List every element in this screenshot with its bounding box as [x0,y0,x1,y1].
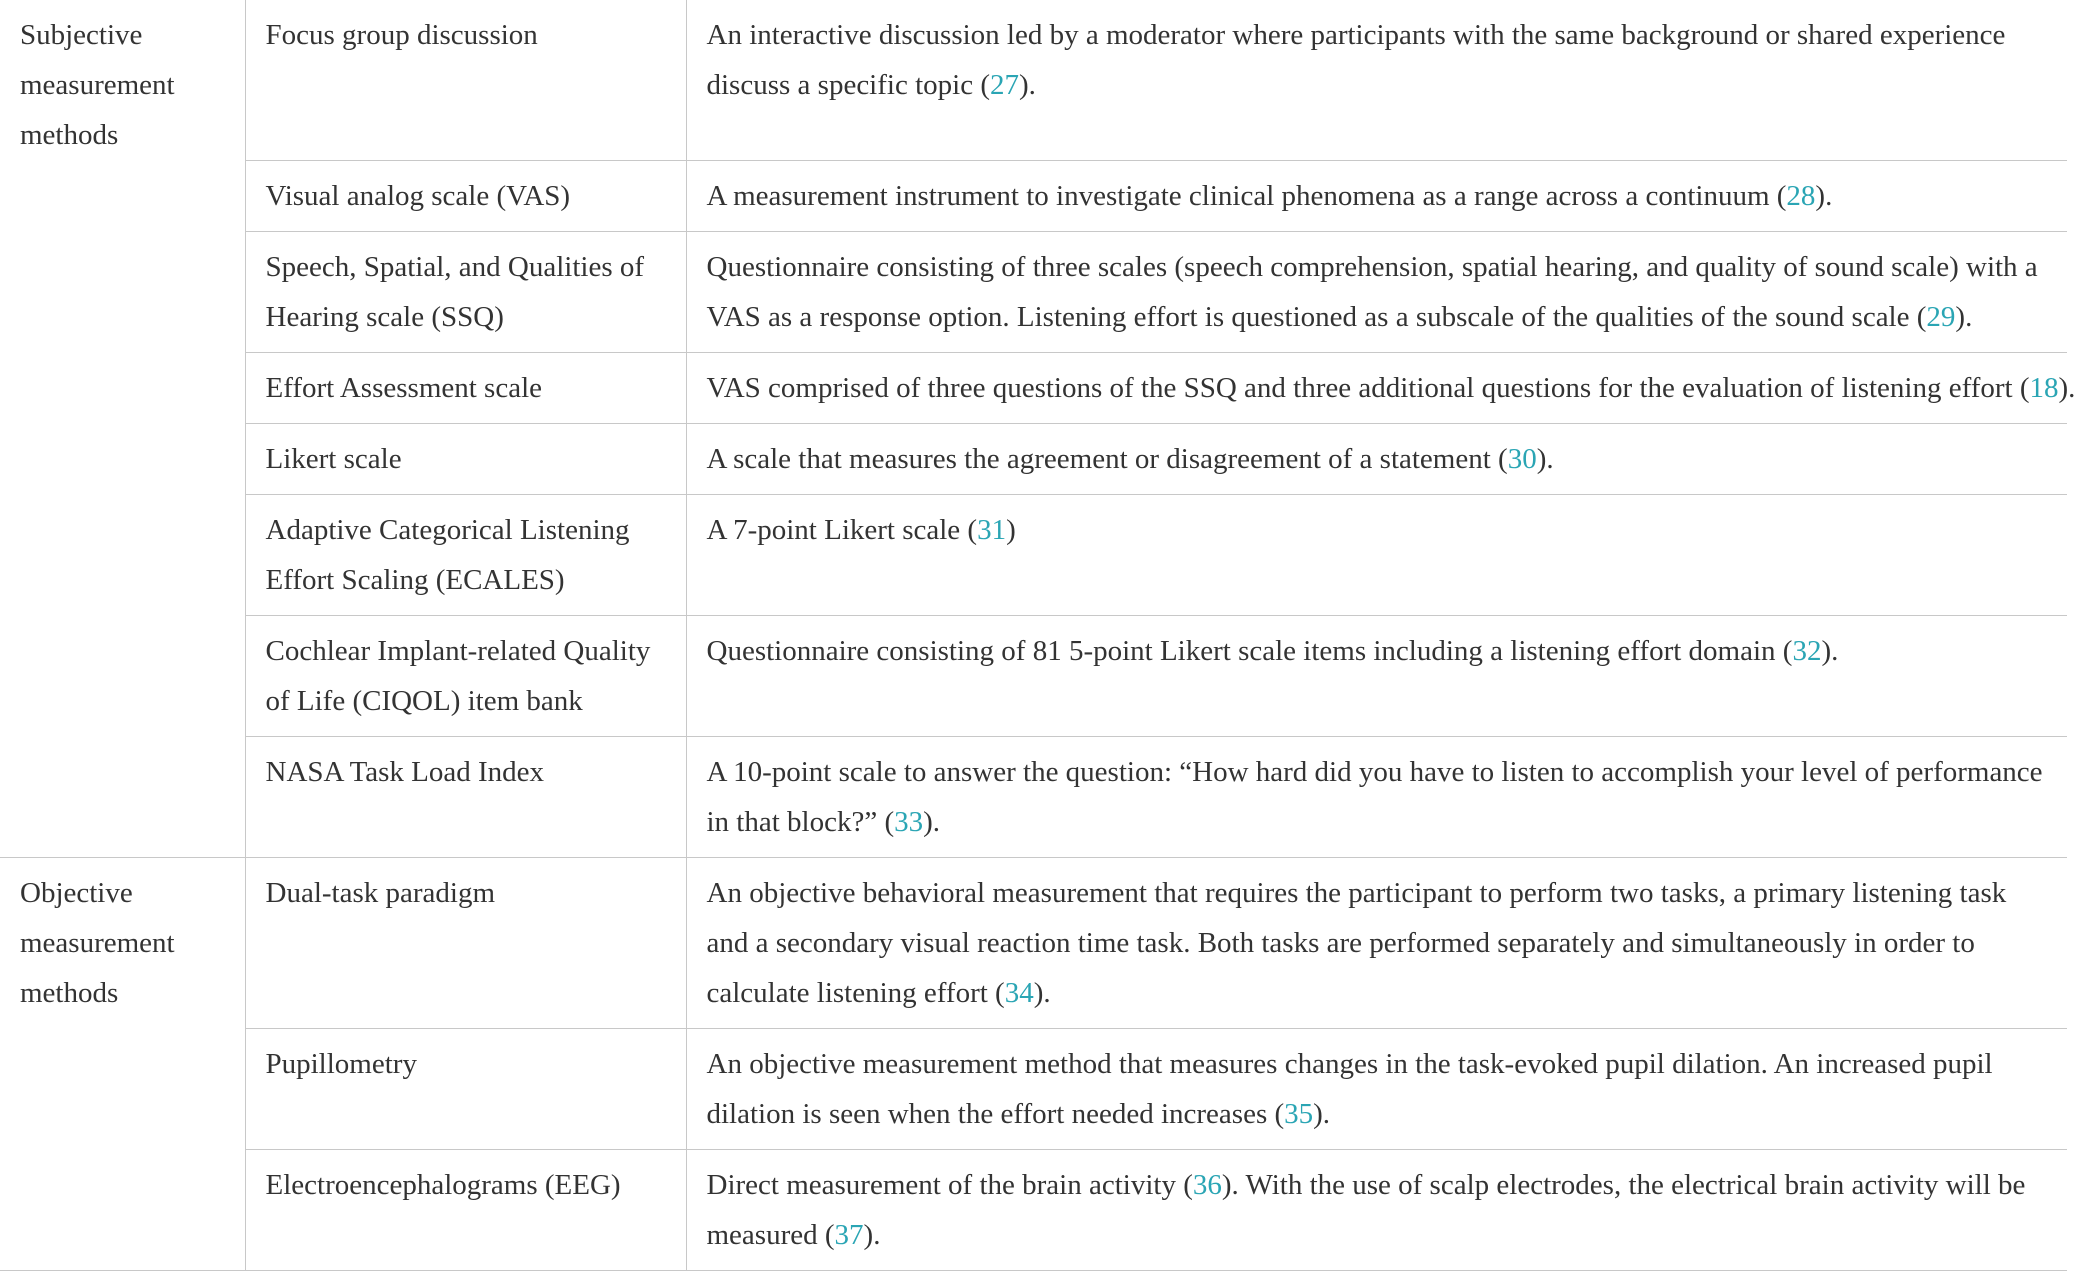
description-text-end: ). [1537,443,1554,475]
table-row [0,424,2067,495]
method-cell [245,495,686,616]
reference-link[interactable]: 27 [990,69,1019,101]
description-text: Direct measurement of the brain activity ( [707,1169,1193,1201]
table-row [0,737,2067,858]
reference-link-second[interactable]: 37 [835,1219,864,1251]
method-cell [245,616,686,737]
description-text: An interactive discussion led by a moderator where participants with the same background or shared experience discuss a specific topic ( [707,19,2006,101]
table-row [0,232,2067,353]
method-cell [245,232,686,353]
description-text-end: ). [864,1219,881,1251]
method-cell [245,424,686,495]
description-text: A 7-point Likert scale ( [707,514,978,546]
method-cell [245,353,686,424]
method-name: NASA Task Load Index [266,756,545,788]
table-row [0,1150,2067,1271]
reference-link[interactable]: 36 [1193,1169,1222,1201]
description-text-end: ). [1821,635,1838,667]
description-text-end: ). [2059,372,2075,404]
reference-link[interactable]: 30 [1508,443,1537,475]
reference-link[interactable]: 31 [977,514,1006,546]
description-cell [686,161,2067,232]
description-text-end: ). [1955,301,1972,333]
reference-link[interactable]: 29 [1926,301,1955,333]
description-text: A scale that measures the agreement or disagreement of a statement ( [707,443,1508,475]
reference-link[interactable]: 35 [1284,1098,1313,1130]
method-cell [245,737,686,858]
description-cell [686,1150,2067,1271]
description-cell [686,1029,2067,1150]
table-row [0,353,2067,424]
table-row [0,0,2067,161]
method-cell [245,1029,686,1150]
method-name: Visual analog scale (VAS) [266,180,571,212]
reference-link[interactable]: 33 [894,806,923,838]
method-name: Likert scale [266,443,402,475]
method-name: Focus group discussion [266,19,538,51]
description-cell [686,858,2067,1029]
table-row [0,161,2067,232]
table-row [0,1029,2067,1150]
description-text: An objective measurement method that measures changes in the task-evoked pupil dilation. An increased pupil dilation is seen when the effort needed increases ( [707,1048,1993,1130]
description-text: A measurement instrument to investigate clinical phenomena as a range across a continuum ( [707,180,1787,212]
description-text-end: ). [1034,977,1051,1009]
table-row [0,616,2067,737]
category-label: Subjective measurement methods [20,19,175,151]
description-cell [686,232,2067,353]
description-cell [686,424,2067,495]
description-text-end: ). [923,806,940,838]
description-text-end: ) [1006,514,1016,546]
method-cell [245,0,686,161]
category-cell [0,0,245,858]
description-text-end: ). [1313,1098,1330,1130]
description-text: A 10-point scale to answer the question: “How hard did you have to listen to accomplish your level of performance in that block?” ( [707,756,2043,838]
reference-link[interactable]: 18 [2030,372,2059,404]
description-cell [686,616,2067,737]
method-name: Cochlear Implant-related Quality of Life (CIQOL) item bank [266,635,651,717]
category-label: Objective measurement methods [20,877,175,1009]
description-text-end: ). [1815,180,1832,212]
method-name: Speech, Spatial, and Qualities of Hearing scale (SSQ) [266,251,645,333]
method-name: Electroencephalograms (EEG) [266,1169,621,1201]
method-cell [245,161,686,232]
description-cell [686,0,2067,161]
description-text: Questionnaire consisting of three scales (speech comprehension, spatial hearing, and quality of sound scale) with a VAS as a response option. Listening effort is questioned as a subscale of the qualities of the sound scale ( [707,251,2038,333]
reference-link[interactable]: 28 [1786,180,1815,212]
description-text: An objective behavioral measurement that requires the participant to perform two tasks, a primary listening task and a secondary visual reaction time task. Both tasks are performed separately and simultaneously in order to calculate listening effort ( [707,877,2007,1009]
description-cell [686,495,2067,616]
description-text: Questionnaire consisting of 81 5-point Likert scale items including a listening effort domain ( [707,635,1793,667]
reference-link[interactable]: 32 [1792,635,1821,667]
method-name: Effort Assessment scale [266,372,543,404]
table-row [0,495,2067,616]
method-name: Adaptive Categorical Listening Effort Scaling (ECALES) [266,514,630,596]
description-cell [686,737,2067,858]
description-text: VAS comprised of three questions of the SSQ and three additional questions for the evaluation of listening effort ( [707,372,2030,404]
category-cell [0,858,245,1271]
description-text-mid: ). With the use of scalp electrodes, the electrical brain activity will be measured ( [707,1169,2026,1251]
method-cell [245,858,686,1029]
reference-link[interactable]: 34 [1005,977,1034,1009]
table-row [0,858,2067,1029]
method-name: Pupillometry [266,1048,417,1080]
method-cell [245,1150,686,1271]
description-cell [686,353,2067,424]
method-name: Dual-task paradigm [266,877,496,909]
description-text-end: ). [1019,69,1036,101]
